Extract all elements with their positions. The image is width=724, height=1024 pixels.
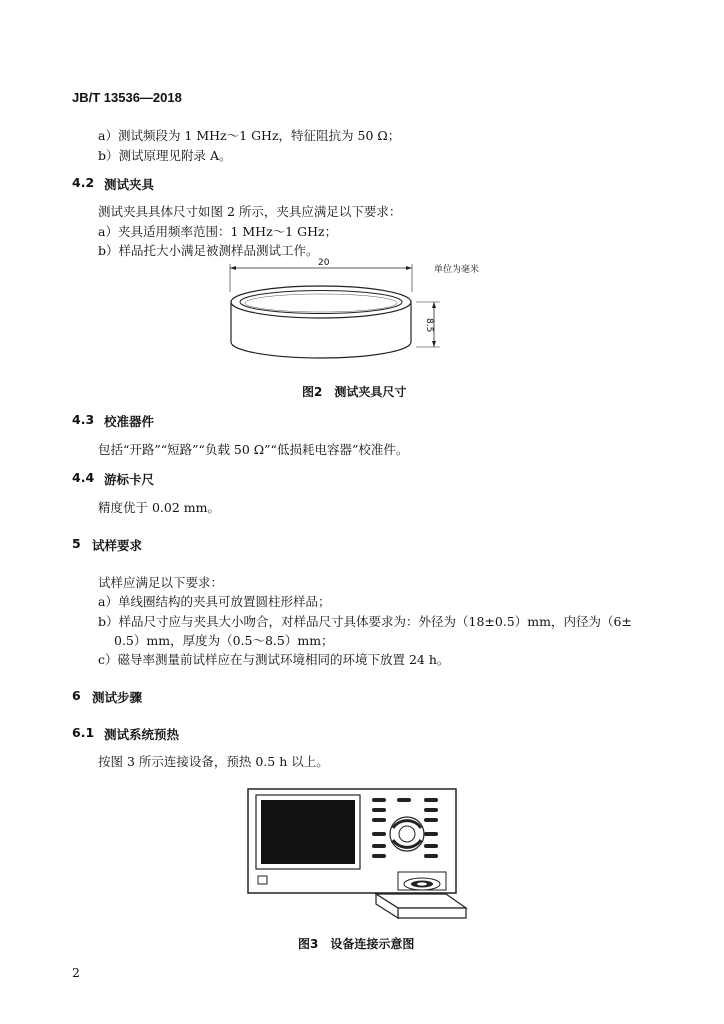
paragraph: 测试夹具具体尺寸如图 2 所示，夹具应满足以下要求： <box>98 204 402 219</box>
list-item: a）测试频段为 1 MHz～1 GHz，特征阻抗为 50 Ω； <box>98 128 401 143</box>
paragraph: 试样应满足以下要求： <box>98 575 224 590</box>
equipment-connection-drawing <box>246 786 468 922</box>
fixture-ring-drawing <box>226 262 446 370</box>
dimension-width-label: 20 <box>318 258 330 268</box>
paragraph: 按图 3 所示连接设备，预热 0.5 h 以上。 <box>98 754 329 769</box>
section-number: 4.3 <box>72 412 95 427</box>
standard-number: JB/T 13536—2018 <box>72 90 182 105</box>
page-number: 2 <box>72 965 80 980</box>
list-item: b）样品托大小满足被测样品测试工作。 <box>98 243 319 258</box>
section-number: 6 <box>72 688 81 703</box>
dimension-height-label: 8.5 <box>424 318 434 333</box>
section-title: 测试系统预热 <box>104 727 180 742</box>
list-item: c）磁导率测量前试样应在与测试环境相同的环境下放置 24 h。 <box>98 652 450 667</box>
list-item: b）测试原理见附录 A。 <box>98 148 232 163</box>
section-title: 游标卡尺 <box>104 472 155 487</box>
section-title: 测试步骤 <box>92 690 143 705</box>
figure-caption: 图3 设备连接示意图 <box>298 937 415 951</box>
section-number: 6.1 <box>72 725 95 740</box>
section-title: 校准器件 <box>104 414 155 429</box>
unit-label: 单位为毫米 <box>434 265 480 275</box>
section-title: 试样要求 <box>92 538 143 553</box>
section-number: 4.2 <box>72 175 95 190</box>
figure-caption: 图2 测试夹具尺寸 <box>302 385 407 399</box>
paragraph: 精度优于 0.02 mm。 <box>98 500 220 515</box>
list-item-continuation: 0.5）mm，厚度为（0.5～8.5）mm； <box>114 633 334 648</box>
section-title: 测试夹具 <box>104 177 155 192</box>
list-item: b）样品尺寸应与夹具大小吻合，对样品尺寸具体要求为：外径为（18±0.5）mm，内径为（6± <box>98 614 632 629</box>
section-number: 4.4 <box>72 470 95 485</box>
paragraph: 包括“开路”“短路”“负载 50 Ω”“低损耗电容器”校准件。 <box>98 442 409 457</box>
list-item: a）单线圈结构的夹具可放置圆柱形样品； <box>98 594 331 609</box>
list-item: a）夹具适用频率范围：1 MHz～1 GHz； <box>98 224 338 239</box>
section-number: 5 <box>72 536 81 551</box>
